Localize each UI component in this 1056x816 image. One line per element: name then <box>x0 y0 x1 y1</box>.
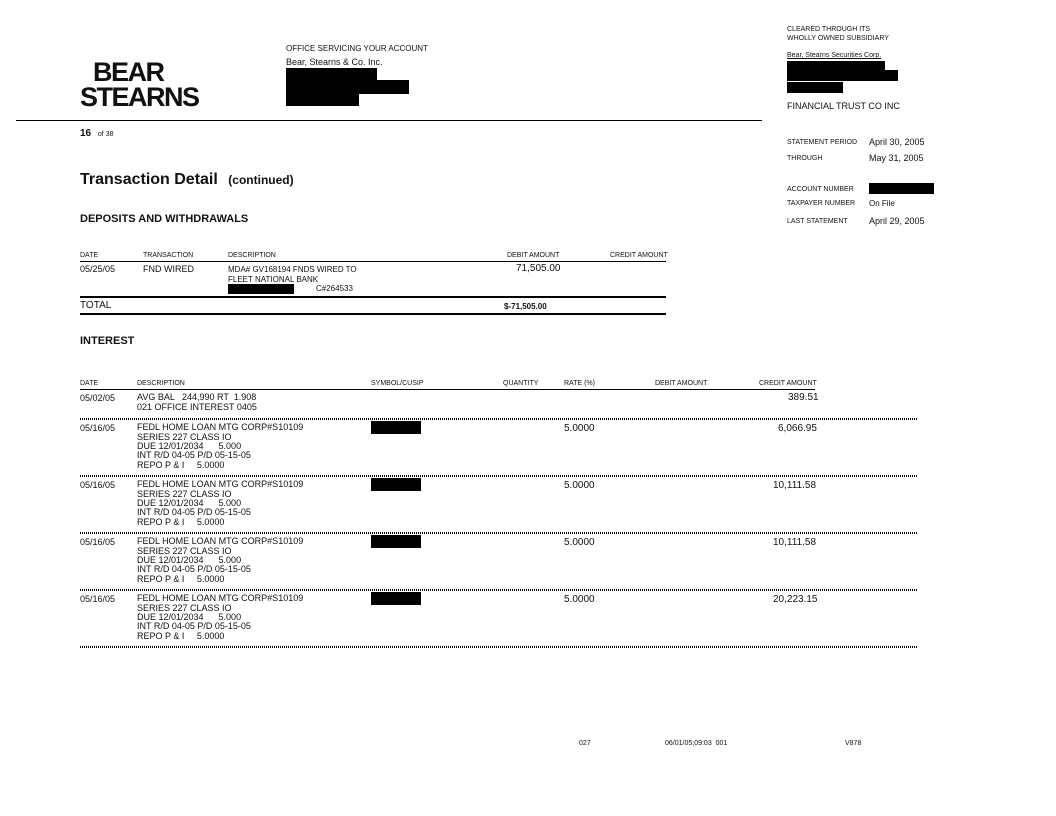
redacted-client-address-2 <box>787 70 898 81</box>
interest-row-date: 05/16/05 <box>80 537 116 547</box>
interest-row-credit: 389.51 <box>788 392 819 403</box>
interest-row-desc-2: 021 OFFICE INTEREST 0405 <box>137 402 257 412</box>
interest-row-rate: 5.0000 <box>564 594 595 605</box>
interest-row-desc-2: SERIES 227 CLASS IO <box>137 603 232 613</box>
page-number <box>80 128 113 139</box>
interest-row-desc-3: DUE 12/01/2034 5.000 <box>137 612 242 622</box>
logo-line-1: BEAR <box>93 57 164 87</box>
through-value: May 31, 2005 <box>869 153 924 163</box>
interest-row-desc-3: DUE 12/01/2034 5.000 <box>137 555 242 565</box>
interest-row-credit: 6,066.95 <box>778 423 817 434</box>
interest-row-desc-1: FEDL HOME LOAN MTG CORP#S10109 <box>137 479 304 489</box>
interest-heading: INTEREST <box>80 335 135 347</box>
interest-row-desc-4: INT R/D 04-05 P/D 05-15-05 <box>137 507 251 517</box>
taxpayer-number-label: TAXPAYER NUMBER <box>787 200 856 207</box>
interest-row-credit: 10,111.58 <box>773 480 817 491</box>
account-number-label: ACCOUNT NUMBER <box>787 186 854 193</box>
redacted-bank-account <box>228 284 294 294</box>
page-of-label: of 38 <box>97 131 114 138</box>
deposit-debit: 71,505.00 <box>516 263 561 274</box>
row-divider <box>80 589 918 591</box>
interest-row-desc-3: DUE 12/01/2034 5.000 <box>137 441 242 451</box>
deposits-col-credit: CREDIT AMOUNT <box>610 252 668 259</box>
redacted-office-address-3 <box>286 94 359 106</box>
interest-row-desc-5: REPO P & I 5.0000 <box>137 574 225 584</box>
redacted-office-address-1 <box>286 68 377 80</box>
interest-col-rate: RATE (%) <box>564 380 595 387</box>
redacted-cusip <box>371 421 421 434</box>
footer-code-1: 027 <box>579 740 591 747</box>
interest-row-desc-5: REPO P & I 5.0000 <box>137 631 225 641</box>
interest-row-credit: 10,111.58 <box>773 537 817 548</box>
interest-row-desc-5: REPO P & I 5.0000 <box>137 460 225 470</box>
footer-code-2: V878 <box>845 740 862 747</box>
bear-stearns-logo <box>80 57 199 112</box>
row-divider <box>80 475 918 477</box>
deposits-total-label: TOTAL <box>80 300 112 311</box>
office-label: OFFICE SERVICING YOUR ACCOUNT <box>286 44 428 53</box>
logo-line-2: STEARNS <box>80 82 199 112</box>
interest-col-symbol: SYMBOL/CUSIP <box>371 380 424 387</box>
interest-row-desc-1: FEDL HOME LOAN MTG CORP#S10109 <box>137 593 304 603</box>
header-rule <box>16 120 762 121</box>
interest-row-date: 05/02/05 <box>80 393 116 403</box>
interest-row-rate: 5.0000 <box>564 480 595 491</box>
interest-row-desc-4: INT R/D 04-05 P/D 05-15-05 <box>137 564 251 574</box>
statement-period-label: STATEMENT PERIOD <box>787 139 858 146</box>
deposits-total-top-rule <box>80 296 666 298</box>
page-number-value: 16 <box>80 128 92 139</box>
row-divider <box>80 646 918 648</box>
redacted-cusip <box>371 535 421 548</box>
interest-row-desc-3: DUE 12/01/2034 5.000 <box>137 498 242 508</box>
deposits-heading: DEPOSITS AND WITHDRAWALS <box>80 213 249 225</box>
last-statement-value: April 29, 2005 <box>869 216 925 226</box>
deposits-header-rule <box>80 261 666 262</box>
interest-col-description: DESCRIPTION <box>137 380 185 387</box>
statement-period-value: April 30, 2005 <box>869 137 925 147</box>
page-title <box>80 171 294 189</box>
deposits-col-date: DATE <box>80 252 99 259</box>
redacted-account-number <box>869 183 934 194</box>
interest-header-rule <box>80 389 815 390</box>
deposit-desc-line-3: C#264533 <box>316 284 353 293</box>
interest-row-desc-4: INT R/D 04-05 P/D 05-15-05 <box>137 621 251 631</box>
interest-row-desc-1: AVG BAL 244,990 RT 1.908 <box>137 392 257 402</box>
deposits-col-transaction: TRANSACTION <box>143 252 194 259</box>
row-divider <box>80 418 918 420</box>
interest-col-credit: CREDIT AMOUNT <box>759 380 817 387</box>
interest-row-desc-1: FEDL HOME LOAN MTG CORP#S10109 <box>137 422 304 432</box>
interest-row-rate: 5.0000 <box>564 423 595 434</box>
interest-row-desc-2: SERIES 227 CLASS IO <box>137 546 232 556</box>
deposits-col-debit: DEBIT AMOUNT <box>507 252 560 259</box>
page-title-text: Transaction Detail <box>80 171 218 188</box>
deposit-transaction: FND WIRED <box>143 264 194 274</box>
interest-row-rate: 5.0000 <box>564 537 595 548</box>
interest-row-desc-4: INT R/D 04-05 P/D 05-15-05 <box>137 450 251 460</box>
deposit-desc-line-2: FLEET NATIONAL BANK <box>228 275 319 284</box>
deposits-col-description: DESCRIPTION <box>228 252 276 259</box>
interest-col-quantity: QUANTITY <box>503 380 539 387</box>
interest-col-date: DATE <box>80 380 99 387</box>
redacted-cusip <box>371 592 421 605</box>
interest-row-desc-1: FEDL HOME LOAN MTG CORP#S10109 <box>137 536 304 546</box>
deposits-total-value: $-71,505.00 <box>504 302 547 311</box>
interest-row-date: 05/16/05 <box>80 594 116 604</box>
through-label: THROUGH <box>787 155 823 162</box>
deposits-total-bottom-rule <box>80 313 666 315</box>
client-name: FINANCIAL TRUST CO INC <box>787 101 900 111</box>
redacted-office-address-2 <box>286 80 409 94</box>
redacted-cusip <box>371 478 421 491</box>
interest-col-debit: DEBIT AMOUNT <box>655 380 708 387</box>
redacted-client-address-3 <box>787 82 843 93</box>
taxpayer-number-value: On File <box>869 199 895 208</box>
cleared-line-1: CLEARED THROUGH ITS <box>787 26 871 33</box>
office-name: Bear, Stearns & Co. Inc. <box>286 57 383 67</box>
last-statement-label: LAST STATEMENT <box>787 218 848 225</box>
interest-row-desc-2: SERIES 227 CLASS IO <box>137 432 232 442</box>
interest-row-date: 05/16/05 <box>80 423 116 433</box>
cleared-firm: Bear, Stearns Securities Corp. <box>787 52 882 59</box>
deposit-desc-line-1: MDA# GV168194 FNDS WIRED TO <box>228 265 357 274</box>
interest-row-credit: 20,223.15 <box>773 594 818 605</box>
interest-row-date: 05/16/05 <box>80 480 116 490</box>
row-divider <box>80 532 918 534</box>
interest-row-desc-5: REPO P & I 5.0000 <box>137 517 225 527</box>
cleared-line-2: WHOLLY OWNED SUBSIDIARY <box>787 35 889 42</box>
page-title-suffix: (continued) <box>228 173 294 187</box>
interest-row-desc-2: SERIES 227 CLASS IO <box>137 489 232 499</box>
footer-timestamp: 06/01/05;09:03 001 <box>665 740 728 747</box>
deposit-date: 05/25/05 <box>80 264 116 274</box>
